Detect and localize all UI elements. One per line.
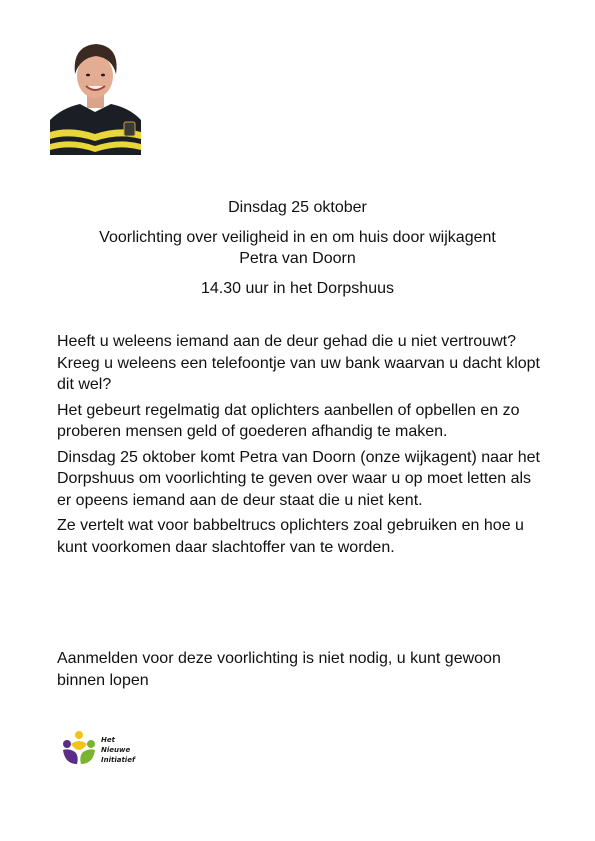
portrait-photo xyxy=(50,34,141,155)
portrait-photo-icon xyxy=(50,34,141,155)
body-paragraph-1: Heeft u weleens iemand aan de deur gehad die u niet vertrouwt? Kreeg u weleens een telefoontje van uw bank waarvan u dacht klopt dit wel? xyxy=(57,333,540,393)
body-paragraph-4: Ze vertelt wat voor babbeltrucs oplichters zoal gebruiken en hoe u kunt voorkomen daar slachtoffer van te worden. xyxy=(57,517,524,556)
logo-line-3: Initiatief xyxy=(101,756,135,764)
logo-line-1: Het xyxy=(101,736,115,744)
people-circle-logo-icon xyxy=(61,730,97,766)
event-time-place: 14.30 uur in het Dorpshuus xyxy=(200,280,394,297)
signup-text: Aanmelden voor deze voorlichting is niet nodig, u kunt gewoon binnen lopen xyxy=(57,650,501,689)
logo-line-2: Nieuwe xyxy=(101,746,131,754)
event-subject-line-2: Petra van Doorn xyxy=(239,250,356,267)
body-paragraph-3: Dinsdag 25 oktober komt Petra van Doorn (onze wijkagent) naar het Dorpshuus om voorlichting te geven over waar u op moet letten als er opeens iemand aan de deur staat die u niet kent. xyxy=(57,448,540,509)
event-heading xyxy=(0,197,595,299)
signup-note xyxy=(57,648,547,691)
event-subject-line-1: Voorlichting over veiligheid in en om huis door wijkagent xyxy=(99,229,496,246)
het-nieuwe-initiatief-logo xyxy=(61,730,156,772)
logo-wordmark xyxy=(101,735,135,765)
body-text xyxy=(57,331,547,562)
body-paragraph-2: Het gebeurt regelmatig dat oplichters aanbellen of opbellen en zo proberen mensen geld of goederen afhandig te maken. xyxy=(57,401,520,440)
event-date: Dinsdag 25 oktober xyxy=(228,199,367,216)
